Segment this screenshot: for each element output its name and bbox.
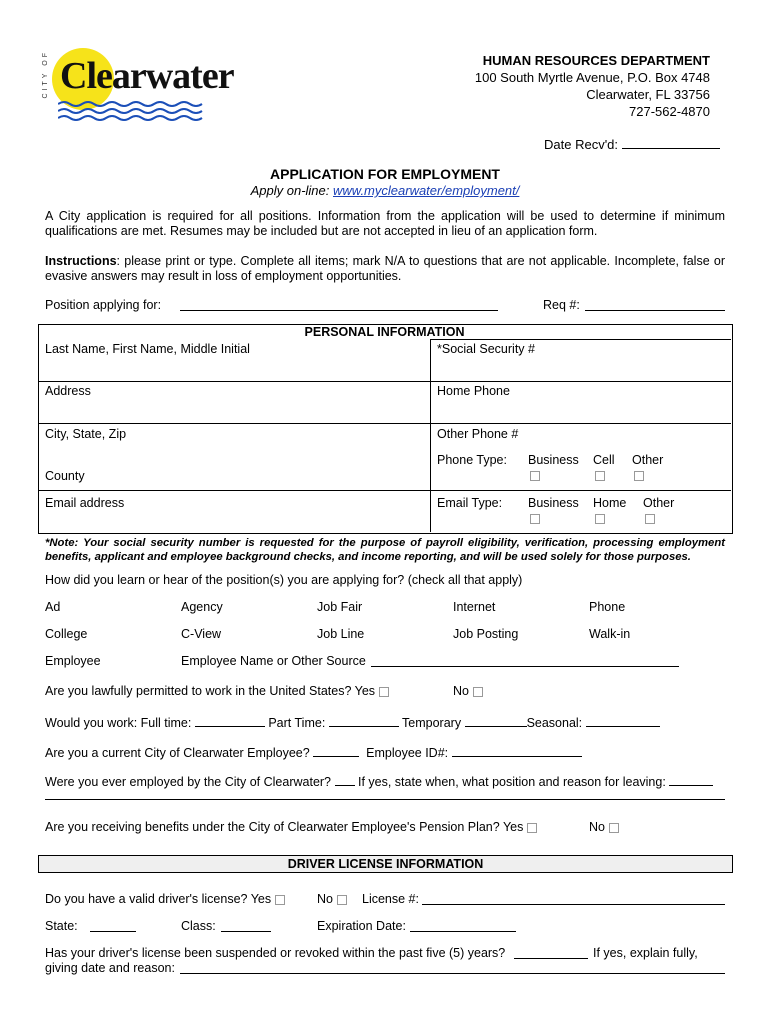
phone-number: 727-562-4870 [629,104,710,119]
source-internet[interactable]: Internet [453,600,496,614]
lawful-no: No [453,684,483,698]
source-employee[interactable]: Employee [45,654,101,668]
seasonal-field[interactable] [586,714,660,727]
part-time-field[interactable] [329,714,399,727]
license-number-field[interactable] [422,892,725,905]
license-no-checkbox[interactable] [337,895,347,905]
lawful-question: Are you lawfully permitted to work in the United States? Yes [45,684,389,698]
city-logo [42,44,234,124]
email-type-home: Home [593,496,627,510]
email-other-checkbox[interactable] [645,514,655,524]
phone-cell-checkbox[interactable] [595,471,605,481]
name-label: Last Name, First Name, Middle Initial [45,342,250,356]
county-label: County [45,469,85,483]
source-phone[interactable]: Phone [589,600,626,614]
logo-name: Clearwater [60,55,234,97]
phone-type-cell: Cell [593,453,615,467]
address-line-1: 100 South Myrtle Avenue, P.O. Box 4748 [474,70,710,85]
driver-license-heading: DRIVER LICENSE INFORMATION [38,855,733,873]
expiration-field[interactable] [410,919,516,932]
pension-no: No [589,820,619,834]
work-type-question: Would you work: Full time: Part Time: Temporary Seasonal: [45,714,660,730]
source-job-line[interactable]: Job Line [317,627,365,641]
lawful-yes-checkbox[interactable] [379,687,389,697]
logo-city-of: CITY OF [42,50,49,99]
source-walk-in[interactable]: Walk-in [589,627,631,641]
source-c-view[interactable]: C-View [181,627,222,641]
license-yes-checkbox[interactable] [275,895,285,905]
current-employee-question: Are you a current City of Clearwater Employee? Employee ID#: [45,744,582,760]
license-number-label: License #: [362,892,419,906]
phone-type-other: Other [632,453,664,467]
date-received-field[interactable] [622,136,720,149]
req-label: Req #: [543,298,580,312]
email-type-business: Business [528,496,579,510]
class-label: Class: [181,919,216,933]
department-name: HUMAN RESOURCES DEPARTMENT [482,53,710,68]
instructions-paragraph: Instructions: please print or type. Complete all items; mark N/A to questions that are not applicable. Incomplete, false or evasive answers may result in loss of employment opportunities. [45,254,725,283]
phone-other-checkbox[interactable] [634,471,644,481]
explanation-field[interactable] [180,961,725,974]
email-type-other: Other [643,496,675,510]
apply-online: Apply on-line: www.myclearwater/employment/ [250,183,520,198]
position-label: Position applying for: [45,298,162,312]
pension-question: Are you receiving benefits under the City of Clearwater Employee's Pension Plan? Yes [45,820,537,834]
lawful-no-checkbox[interactable] [473,687,483,697]
position-field[interactable] [180,298,498,311]
source-ad[interactable]: Ad [45,600,61,614]
ever-employed-field[interactable] [335,773,355,786]
source-question: How did you learn or hear of the position(s) you are applying for? (check all that apply) [45,573,523,587]
employee-name-field[interactable] [371,654,679,667]
req-field[interactable] [585,298,725,311]
waves-icon [58,100,208,124]
other-phone-label: Other Phone # [437,427,519,441]
expiration-label: Expiration Date: [317,919,406,933]
ssn-label: *Social Security # [437,342,535,356]
phone-type-business: Business [528,453,579,467]
ssn-note: *Note: Your social security number is requested for the purpose of payroll eligibility, verification, processing employment benefits, applicant and employee background checks, and income reporting, and will be used solely for those purposes. [45,537,725,563]
leaving-reason-field[interactable] [669,773,713,786]
if-yes-explain: If yes, explain fully, [593,946,698,960]
hr-header [475,52,710,120]
source-college[interactable]: College [45,627,88,641]
email-type-label: Email Type: [437,496,503,510]
suspended-field[interactable] [514,946,588,959]
source-agency[interactable]: Agency [181,600,223,614]
source-job-fair[interactable]: Job Fair [317,600,363,614]
valid-license-question: Do you have a valid driver's license? Yes [45,892,285,906]
form-title: APPLICATION FOR EMPLOYMENT [270,166,500,182]
date-received: Date Recv'd: [544,136,720,152]
pension-yes-checkbox[interactable] [527,823,537,833]
pension-no-checkbox[interactable] [609,823,619,833]
address-label: Address [45,384,91,398]
phone-business-checkbox[interactable] [530,471,540,481]
intro-paragraph: A City application is required for all positions. Information from the application will be used to determine if minimum qualifications are met. Resumes may be included but are not accepted in lieu of an application form. [45,209,725,238]
full-time-field[interactable] [195,714,265,727]
ever-employed-question: Were you ever employed by the City of Clearwater? If yes, state when, what position and reason for leaving: [45,773,713,789]
class-field[interactable] [221,919,271,932]
city-state-zip-label: City, State, Zip [45,427,127,441]
suspended-question: Has your driver's license been suspended or revoked within the past five (5) years? [45,946,506,960]
employee-name-label: Employee Name or Other Source [181,654,366,668]
email-label: Email address [45,496,125,510]
email-home-checkbox[interactable] [595,514,605,524]
source-job-posting[interactable]: Job Posting [453,627,519,641]
email-business-checkbox[interactable] [530,514,540,524]
leaving-reason-line[interactable] [45,799,725,800]
home-phone-label: Home Phone [437,384,510,398]
current-employee-field[interactable] [313,744,359,757]
phone-type-label: Phone Type: [437,453,507,467]
address-line-2: Clearwater, FL 33756 [586,87,710,102]
state-label: State: [45,919,78,933]
temporary-field[interactable] [465,714,527,727]
license-no: No [317,892,347,906]
state-field[interactable] [90,919,136,932]
apply-online-link[interactable]: www.myclearwater/employment/ [333,183,520,198]
personal-info-heading: PERSONAL INFORMATION [304,325,465,339]
giving-date-label: giving date and reason: [45,961,175,975]
employee-id-field[interactable] [452,744,582,757]
